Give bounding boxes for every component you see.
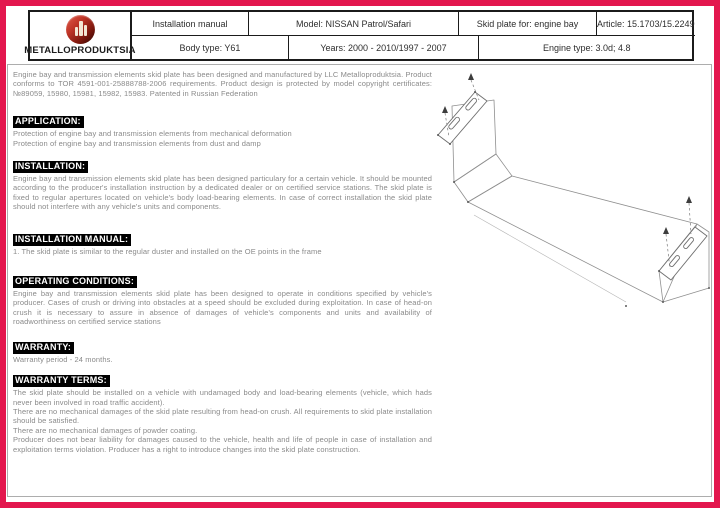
cell-article: Article: 15.1703/15.2249 — [597, 18, 695, 29]
main-plate-face — [468, 176, 697, 302]
logo-bar-icon — [75, 27, 78, 36]
intro-paragraph: Engine bay and transmission elements skid plate has been designed and manufactured by LLC Metalloproduktsia. Product conforms to TOR 4591-001-25888788-2006 requirements. Product design is protected by model copyright certificates: №89059, 15980, 15981, 15982, 15983. Patented in Russian Federation — [13, 70, 432, 98]
cell-years: Years: 2000 - 2010/1997 - 2007 — [289, 36, 479, 59]
document-page — [7, 64, 712, 497]
section-title-warranty-terms: WARRANTY TERMS: — [13, 375, 110, 387]
header-rows — [132, 12, 695, 59]
logo-cell — [24, 12, 136, 59]
section-title-installation-manual: INSTALLATION MANUAL: — [13, 234, 131, 246]
cell-doc-type: Installation manual — [132, 12, 249, 35]
brand-name: METALLOPRODUKTSIA — [24, 45, 136, 56]
cell-skid-plate-for: Skid plate for: engine bay — [459, 12, 597, 35]
section-application — [13, 111, 432, 148]
header-row-1 — [132, 12, 695, 36]
section-title-operating-conditions: OPERATING CONDITIONS: — [13, 276, 137, 288]
document-sheet — [6, 6, 714, 502]
skid-plate-diagram — [430, 69, 710, 317]
cell-engine-type: Engine type: 3.0d; 4.8 — [543, 42, 631, 53]
logo-bar-icon — [79, 21, 83, 36]
paragraph: There are no mechanical damages of the skid plate resulting from head-on crush. All requirements to skid plate installation should be satisfied. — [13, 406, 432, 426]
left-mounting-bracket — [438, 92, 487, 144]
section-warranty-terms — [13, 370, 432, 454]
section-warranty — [13, 337, 432, 364]
header-row-2 — [132, 36, 695, 59]
left-bend-face — [454, 154, 512, 202]
cell-model: Model: NISSAN Patrol/Safari — [249, 12, 459, 35]
paragraph: 1. The skid plate is similar to the regular duster and installed on the OE points in the frame — [13, 246, 322, 256]
section-installation — [13, 156, 432, 212]
bolt-arrow-icon — [442, 106, 448, 113]
insertion-axes — [445, 80, 691, 269]
paragraph: Warranty period - 24 months. — [13, 354, 113, 364]
header-table — [24, 10, 695, 61]
paragraph: Engine bay and transmission elements skid plate has been designed particulary for a certain vehicle. It should be mounted according to the producer's installation instruction by a dedicated dealer or on certified service stations. The skid plate is fixed to regular apertures located on vehicle's body load-bearing elements. In case of correct installation the skid plate should not interfere with any vehicle's units and components. — [13, 174, 432, 212]
section-operating-conditions — [13, 271, 432, 327]
paragraph: Engine bay and transmission elements skid plate has been designed to operate in conditions specified by vehicle's producer. Cases of crush or driving into obstacles at a speed should be excluded during exploitation. In case of head-on crush it is necessary to assure in absence of damages of vehicle's components and units and availability of roadworthiness on certified service stations — [13, 289, 432, 327]
bolt-arrow-icon — [468, 73, 474, 80]
red-emblem-bars-icon — [66, 15, 95, 44]
section-installation-manual — [13, 229, 432, 256]
paragraph: Protection of engine bay and transmission elements from mechanical deformation — [13, 129, 292, 139]
paragraph: There are no mechanical damages of powder coating. — [13, 425, 198, 435]
paragraph: Protection of engine bay and transmission elements from dust and damp — [13, 138, 261, 148]
bolt-arrow-icon — [663, 227, 669, 234]
text-column — [13, 70, 432, 454]
paragraph: Producer does not bear liability for damages caused to the vehicle, health and life of people in case of installation and exploitation terms violation. Producer has a right to introduce changes into the skid plate construction. — [13, 435, 432, 454]
paragraph: The skid plate should be installed on a vehicle with undamaged body and load-bearing elements (vehicle, which hads never been involved in road traffic accident). — [13, 388, 432, 407]
bolt-arrow-icon — [686, 196, 692, 203]
section-title-application: APPLICATION: — [13, 116, 84, 128]
section-title-warranty: WARRANTY: — [13, 342, 74, 354]
cell-body-type: Body type: Y61 — [132, 36, 289, 59]
section-title-installation: INSTALLATION: — [13, 161, 88, 173]
logo-bar-icon — [84, 25, 87, 36]
